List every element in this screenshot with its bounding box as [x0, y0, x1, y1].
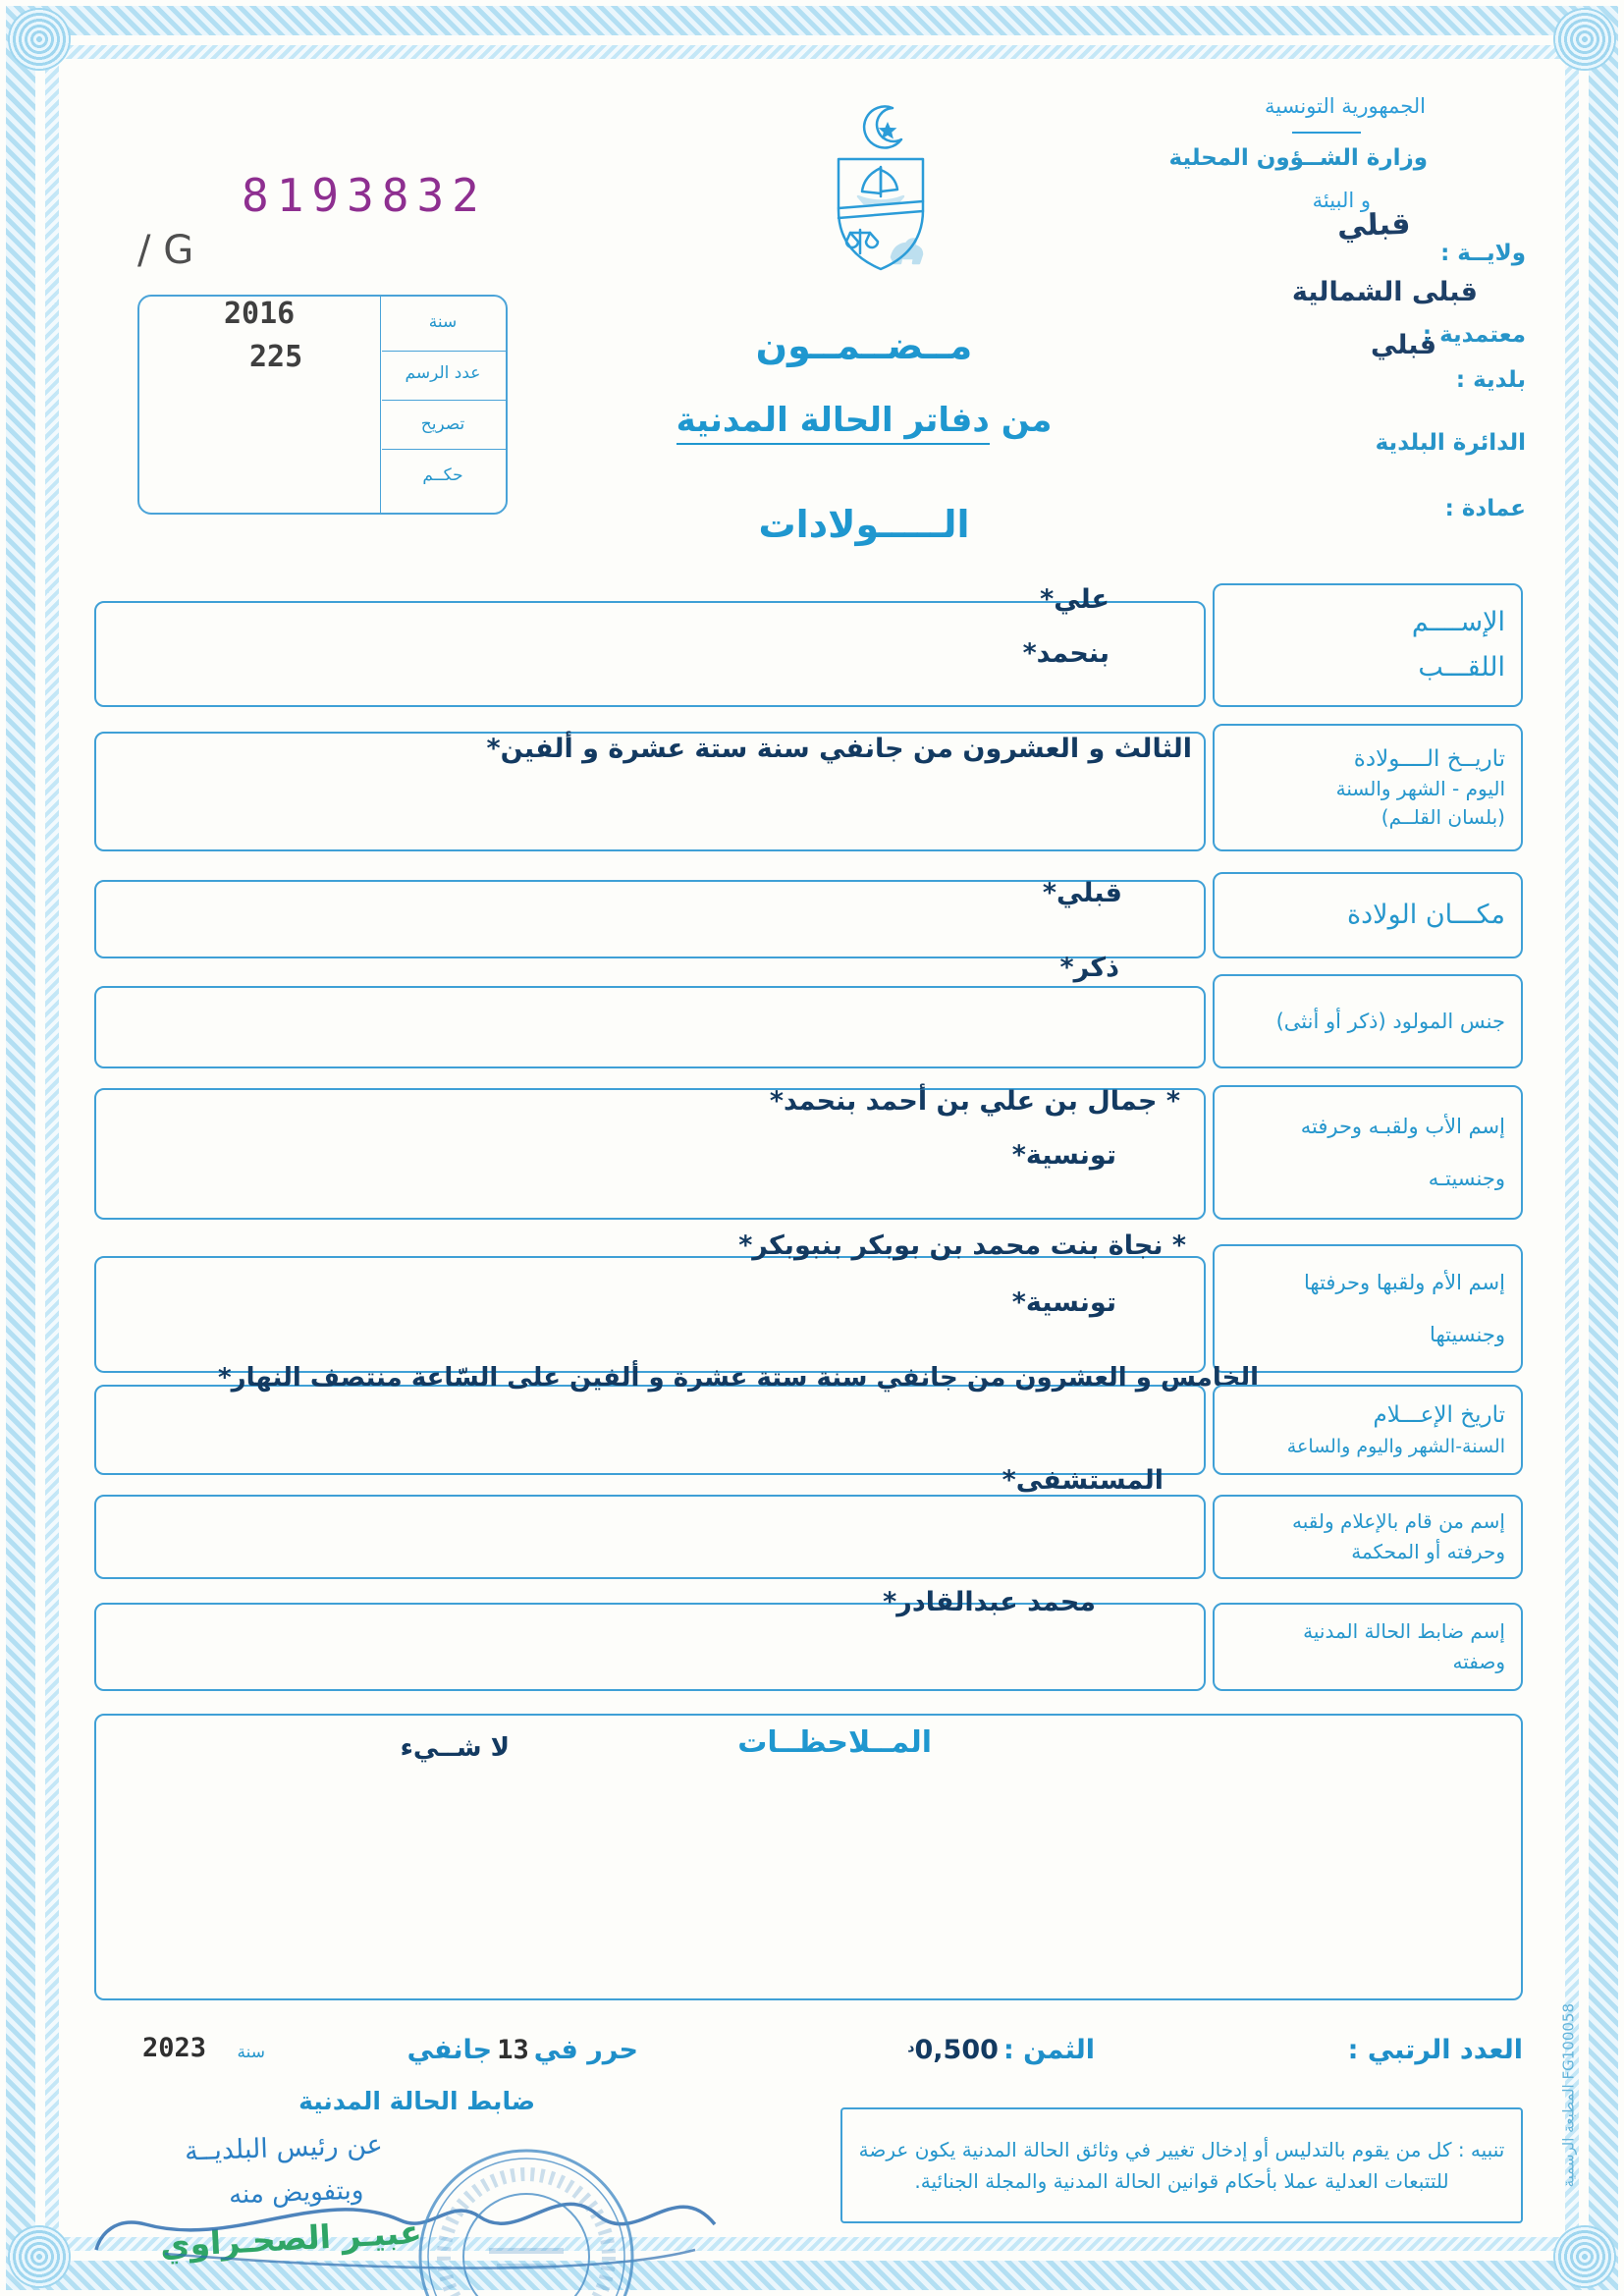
notifier-sublabel: وحرفته أو المحكمة [1351, 1540, 1505, 1563]
price-value: 0,500 [914, 2035, 999, 2065]
birthplace-label-box [1213, 872, 1523, 958]
officer-title: ضابط الحالة المدنية [298, 2087, 535, 2115]
district-label: الدائرة البلدية [1375, 430, 1526, 456]
notifier-label: إسم من قام بالإعلام ولقبه [1292, 1509, 1505, 1533]
remarks-value: لا شــيء [400, 1733, 510, 1763]
notification-date-label-box [1213, 1385, 1523, 1475]
issued-month: جانفي [406, 2035, 493, 2065]
sex-value-box [94, 986, 1206, 1068]
birthdate-label: تاريــخ الــــولادة [1353, 745, 1505, 772]
notifier-label-box [1213, 1495, 1523, 1579]
mother-label-box [1213, 1244, 1523, 1373]
form-row-sex [0, 953, 1624, 1068]
notifier-value: المستشفى* [1001, 1465, 1164, 1496]
remarks-title: المــلاحظــات [737, 1725, 932, 1760]
issue-date-field [407, 2035, 638, 2065]
notification-date-sublabel: السنة-الشهر واليوم والساعة [1286, 1435, 1505, 1457]
birthdate-label-box [1213, 724, 1523, 851]
series-prefix: G / [137, 228, 194, 273]
surname-label: اللقـــب [1418, 652, 1505, 683]
issued-label: حرر في [533, 2035, 638, 2065]
birthplace-value: قبلي* [1042, 878, 1122, 908]
officer-sublabel: وصفته [1452, 1650, 1505, 1673]
region-value: قبلى الشمالية [1291, 277, 1478, 307]
registry-record-label: عدد الرسم [405, 363, 481, 383]
signer-name: عبيـر الصحـراوي [159, 2213, 423, 2265]
notification-date-value-box [94, 1385, 1206, 1475]
registry-box-divider [380, 297, 381, 513]
birthplace-value-box [94, 880, 1206, 958]
sex-label: جنس المولود (ذكر أو أنثى) [1275, 1009, 1505, 1033]
form-row-mother [0, 1230, 1624, 1373]
document-serial-number: 8193832 [242, 169, 487, 222]
notification-date-value: الخامس و العشرون من جانفي سنة ستة عشرة و ألفين على السّاعة منتصف النهار* [218, 1363, 1259, 1393]
remarks-box [94, 1714, 1523, 2000]
price-label: الثمن : [1002, 2035, 1095, 2065]
registry-reference-box [137, 295, 508, 515]
corner-rosette [1553, 8, 1616, 71]
doc-title-line2 [589, 401, 1139, 440]
delegation-note: وبتفويض منه [228, 2175, 364, 2211]
notification-date-label: تاريخ الإعـــلام [1373, 1401, 1505, 1428]
official-press-imprint [1559, 2003, 1577, 2187]
imada-label: عمادة : [1444, 496, 1526, 521]
form-row-birthdate [0, 724, 1624, 851]
warning-line1: تنبيه : كل من يقوم بالتدليس أو إدخال تغيير في وثائق الحالة المدنية يكون عرضة [858, 2138, 1505, 2161]
father-nationality-label: وجنسيتـه [1428, 1166, 1505, 1190]
corner-rosette [1553, 2225, 1616, 2288]
price-field [907, 2035, 1095, 2065]
delegation-value: قبلي [1370, 330, 1436, 360]
registry-declaration-label: تصريح [420, 414, 465, 434]
officer-label: إسم ضابط الحالة المدنية [1303, 1619, 1505, 1643]
doc-title-births: الـــــولادات [758, 503, 970, 546]
municipality-label: بلدية : [1455, 367, 1526, 393]
birthdate-sublabel2: (بلسان القلــم) [1380, 805, 1505, 830]
press-name: المطبعة الرسمية [1559, 2084, 1577, 2188]
first-name-value: علي* [1040, 584, 1110, 615]
sex-value: ذكر* [1059, 953, 1119, 983]
doc-title-line1: مــضــمــون [755, 324, 973, 367]
ministry-line2: و البيئة [1312, 189, 1371, 212]
form-row-officer [0, 1587, 1624, 1691]
registry-year-label: سنة [428, 312, 458, 332]
form-row-name [0, 583, 1624, 707]
birthdate-sublabel1: اليوم - الشهر والسنة [1335, 777, 1505, 801]
form-row-notifier [0, 1465, 1624, 1579]
birthplace-label: مكـــان الولادة [1347, 900, 1505, 931]
father-label-box [1213, 1085, 1523, 1220]
officer-value: محمد عبدالقادر* [883, 1587, 1096, 1617]
doc-title-line2-prefix: من [1001, 401, 1053, 440]
municipal-round-stamp [412, 2143, 640, 2296]
ministry-line1: وزارة الشــؤون المحلية [1168, 145, 1428, 171]
registry-record-value: 225 [249, 340, 303, 374]
officer-label-box [1213, 1603, 1523, 1691]
notifier-value-box [94, 1495, 1206, 1579]
form-row-father [0, 1085, 1624, 1220]
ordinal-number-label: العدد الرتبي : [1347, 2035, 1523, 2065]
tunisia-coat-of-arms [797, 98, 964, 280]
currency-mark: د [907, 2040, 915, 2056]
name-label: الإســــم [1411, 607, 1505, 638]
doc-title-line2-main: دفاتر الحالة المدنية [677, 401, 990, 445]
on-behalf-of-mayor: عن رئيس البلديــة [184, 2129, 384, 2167]
republic-heading: الجمهورية التونسية [1265, 94, 1426, 118]
header-flourish [1292, 132, 1361, 134]
birthdate-value: الثالث و العشرون من جانفي سنة ستة عشرة و ألفين* [486, 734, 1192, 764]
corner-rosette [8, 2225, 71, 2288]
corner-rosette [8, 8, 71, 71]
father-label: إسم الأب ولقبـه وحرفته [1300, 1115, 1505, 1139]
father-nationality-value: تونسية* [1011, 1140, 1116, 1171]
mother-name-value: * نجاة بنت محمد بن بوبكر بنبوبكر* [738, 1230, 1186, 1261]
governorate-label: ولايــة : [1440, 241, 1526, 266]
issued-day: 13 [497, 2035, 529, 2065]
delegation-label: معتمدية : [1422, 322, 1526, 348]
warning-line2: للتتبعات العدلية عملا بأحكام قوانين الحالة المدنية والمجلة الجنائية. [914, 2169, 1449, 2193]
father-name-value: * جمال بن علي بن أحمد بنحمد* [769, 1086, 1180, 1117]
press-code: FG100058 [1559, 2003, 1577, 2080]
sex-label-box [1213, 974, 1523, 1068]
issued-year: 2023 [141, 2033, 206, 2063]
registry-judgment-label: حكــم [422, 465, 463, 485]
registry-year-value: 2016 [224, 297, 296, 331]
name-label-box [1213, 583, 1523, 707]
governorate-value: قبلي [1335, 206, 1411, 245]
legal-warning-box [840, 2107, 1523, 2223]
year-word: سنة [237, 2043, 265, 2062]
form-row-birthplace [0, 872, 1624, 958]
mother-nationality-value: تونسية* [1011, 1287, 1116, 1318]
mother-nationality-label: وجنسيتها [1430, 1322, 1505, 1346]
form-row-notification-date [0, 1363, 1624, 1475]
mother-label: إسم الأم ولقبها وحرفتها [1304, 1271, 1505, 1295]
surname-value: بنحمد* [1022, 638, 1110, 669]
